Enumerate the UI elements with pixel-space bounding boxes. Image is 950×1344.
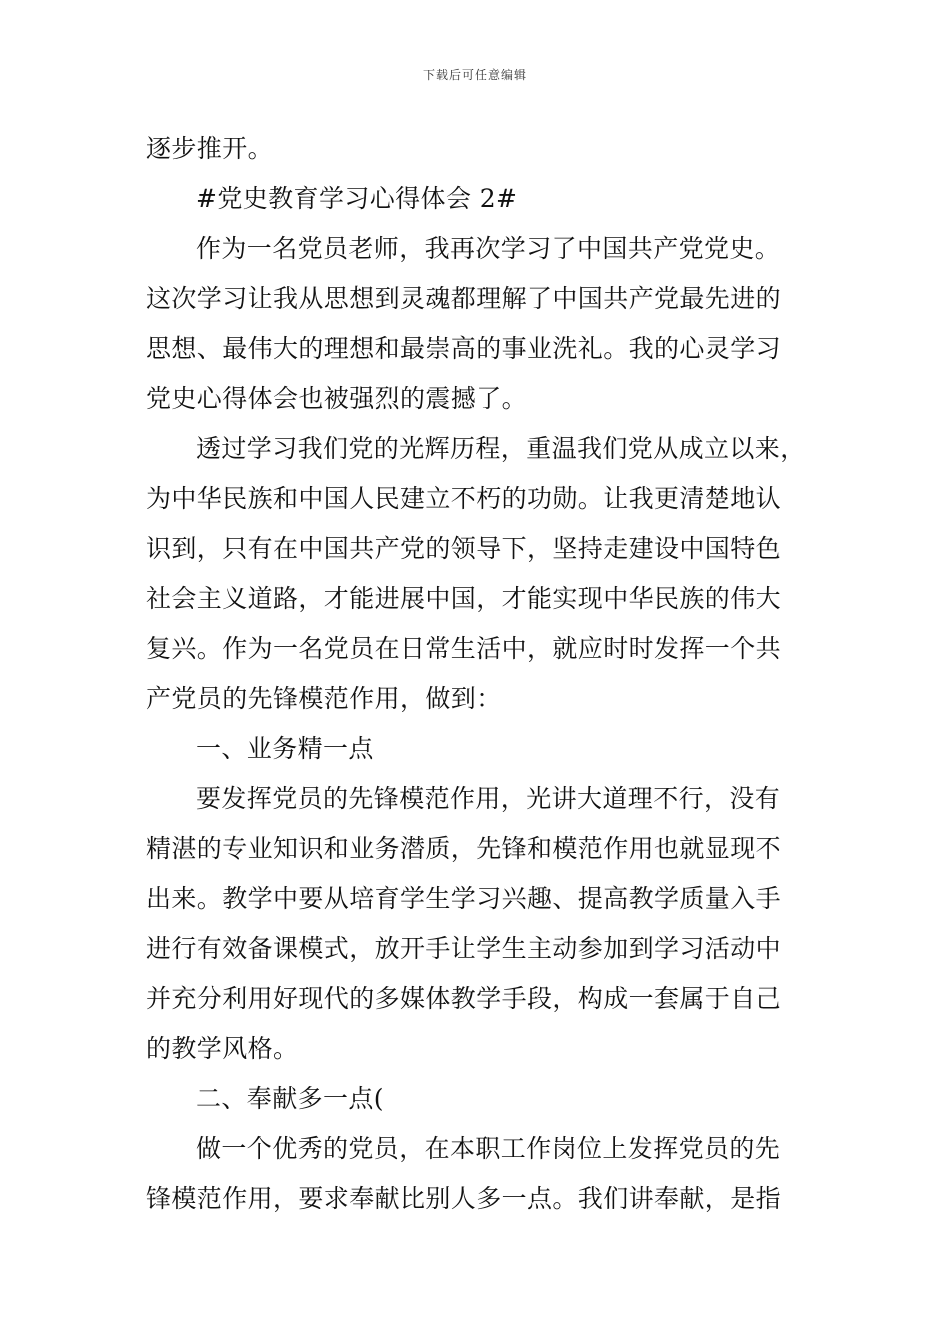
- text-line: 并充分利用好现代的多媒体教学手段，构成一套属于自己: [146, 984, 782, 1013]
- text-line: 复兴。作为一名党员在日常生活中，就应时时发挥一个共: [146, 634, 782, 663]
- document-body: [146, 124, 811, 1224]
- text-line: 二、奉献多一点(: [196, 1084, 384, 1113]
- text-line: 进行有效备课模式，放开手让学生主动参加到学习活动中: [146, 934, 782, 963]
- text-line: 锋模范作用，要求奉献比别人多一点。我们讲奉献，是指: [146, 1184, 782, 1213]
- text-line: #党史教育学习心得体会 2#: [196, 184, 518, 213]
- text-line: 作为一名党员老师，我再次学习了中国共产党党史。: [196, 234, 781, 263]
- text-line: 做一个优秀的党员，在本职工作岗位上发挥党员的先: [196, 1134, 781, 1163]
- text-line: 产党员的先锋模范作用，做到：: [146, 684, 502, 713]
- text-line: 逐步推开。: [146, 134, 274, 163]
- text-line: 透过学习我们党的光辉历程，重温我们党从成立以来，: [196, 434, 806, 463]
- text-line: 思想、最伟大的理想和最崇高的事业洗礼。我的心灵学习: [146, 334, 782, 363]
- text-line: 这次学习让我从思想到灵魂都理解了中国共产党最先进的: [146, 284, 782, 313]
- text-line: 出来。教学中要从培育学生学习兴趣、提高教学质量入手: [146, 884, 782, 913]
- text-line: 为中华民族和中国人民建立不朽的功勋。让我更清楚地认: [146, 484, 782, 513]
- text-line: 要发挥党员的先锋模范作用，光讲大道理不行，没有: [196, 784, 781, 813]
- text-line: 的教学风格。: [146, 1034, 299, 1063]
- text-line: 党史心得体会也被强烈的震撼了。: [146, 384, 528, 413]
- page-header-note: 下载后可任意编辑: [422, 68, 527, 82]
- text-line: 社会主义道路，才能进展中国，才能实现中华民族的伟大: [146, 584, 782, 613]
- text-line: 识到，只有在中国共产党的领导下，坚持走建设中国特色: [146, 534, 782, 563]
- text-line: 一、业务精一点: [196, 734, 374, 763]
- text-line: 精湛的专业知识和业务潜质，先锋和模范作用也就显现不: [146, 834, 782, 863]
